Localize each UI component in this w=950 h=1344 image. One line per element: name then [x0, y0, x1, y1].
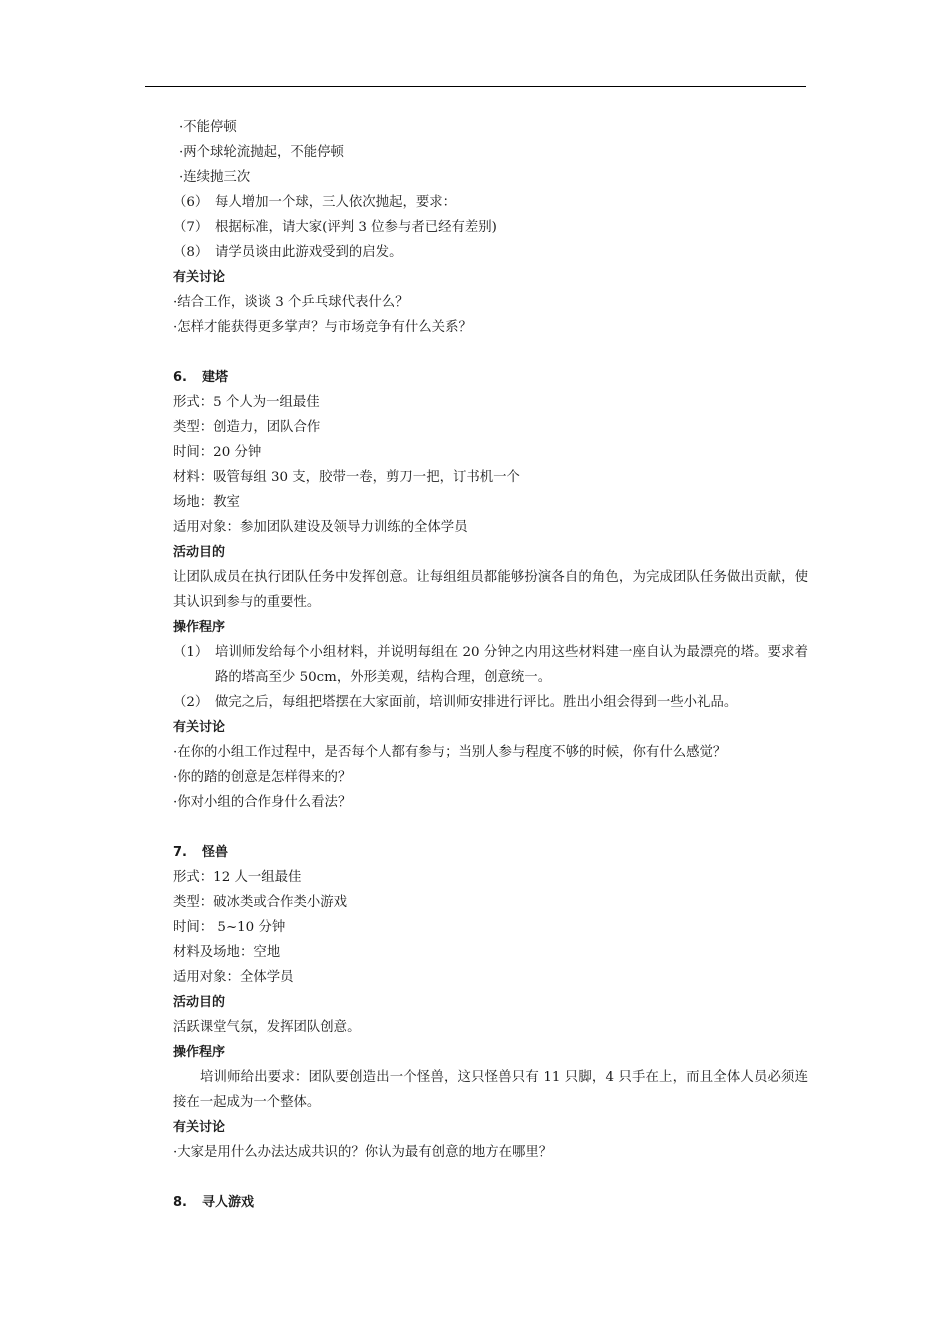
- section-heading-8: [173, 1190, 808, 1215]
- discussion-item: ·怎样才能获得更多掌声？与市场竞争有什么关系？: [173, 320, 472, 335]
- discussion-heading: 有关讨论: [173, 1120, 226, 1135]
- step-text: 每人增加一个球，三人依次抛起，要求：: [215, 195, 457, 210]
- info-line: 适用对象：全体学员: [173, 970, 294, 985]
- purpose-heading: 活动目的: [173, 545, 226, 560]
- step-text: 培训师发给每个小组材料，并说明每组在 20 分钟之内用这些材料建一座自认为最漂亮的塔。要求着路的塔高至少 50cm，外形美观，结构合理，创意统一。: [215, 645, 808, 685]
- discussion-item: ·你对小组的合作身什么看法？: [173, 795, 352, 810]
- section-heading-6: [173, 365, 808, 390]
- header-rule: [145, 86, 806, 87]
- step-number: （8）: [173, 245, 209, 260]
- procedure-item: [173, 640, 808, 690]
- info-line: 材料：吸管每组 30 支，胶带一卷，剪刀一把，订书机一个: [173, 470, 520, 485]
- info-line: 形式：12 人一组最佳: [173, 870, 302, 885]
- procedure-item: [173, 690, 808, 715]
- discussion-item: ·在你的小组工作过程中，是否每个人都有参与；当别人参与程度不够的时候，你有什么感觉？: [173, 745, 727, 760]
- section-title: 建塔: [202, 370, 229, 385]
- bullet-item: ·不能停顿: [179, 120, 237, 135]
- purpose-text: 让团队成员在执行团队任务中发挥创意。让每组组员都能够扮演各自的角色，为完成团队任务做出贡献，使其认识到参与的重要性。: [173, 570, 808, 610]
- purpose-heading: 活动目的: [173, 995, 226, 1010]
- info-line: 适用对象：参加团队建设及领导力训练的全体学员: [173, 520, 468, 535]
- bullet-item: ·连续抛三次: [179, 170, 251, 185]
- step-number: （2）: [173, 695, 209, 710]
- step-number: （1）: [173, 645, 209, 660]
- discussion-item: ·大家是用什么办法达成共识的？你认为最有创意的地方在哪里？: [173, 1145, 553, 1160]
- step-number: （7）: [173, 220, 209, 235]
- step-text: 根据标准，请大家(评判 3 位参与者已经有差别): [215, 220, 497, 235]
- info-line: 材料及场地：空地: [173, 945, 281, 960]
- step-text: 做完之后，每组把塔摆在大家面前，培训师安排进行评比。胜出小组会得到一些小礼品。: [215, 695, 738, 710]
- section-number: 6.: [173, 370, 187, 385]
- discussion-heading: 有关讨论: [173, 270, 226, 285]
- purpose-text: 活跃课堂气氛，发挥团队创意。: [173, 1020, 361, 1035]
- info-line: 形式：5 个人为一组最佳: [173, 395, 320, 410]
- procedure-text: 培训师给出要求：团队要创造出一个怪兽，这只怪兽只有 11 只脚，4 只手在上，而且全体人员必须连接在一起成为一个整体。: [173, 1070, 808, 1110]
- section-title: 寻人游戏: [202, 1195, 255, 1210]
- info-line: 时间：20 分钟: [173, 445, 262, 460]
- discussion-heading: 有关讨论: [173, 720, 226, 735]
- info-line: 时间： 5~10 分钟: [173, 920, 286, 935]
- section-heading-7: [173, 840, 808, 865]
- step-text: 请学员谈由此游戏受到的启发。: [215, 245, 403, 260]
- bullet-item: ·两个球轮流抛起，不能停顿: [179, 145, 344, 160]
- info-line: 类型：创造力，团队合作: [173, 420, 321, 435]
- procedure-heading: 操作程序: [173, 1045, 226, 1060]
- info-line: 类型：破冰类或合作类小游戏: [173, 895, 348, 910]
- step-item: [173, 215, 808, 240]
- section-number: 7.: [173, 845, 187, 860]
- document-body: [173, 115, 808, 1215]
- section-title: 怪兽: [202, 845, 229, 860]
- step-item: [173, 190, 808, 215]
- section-number: 8.: [173, 1195, 187, 1210]
- step-item: [173, 240, 808, 265]
- discussion-item: ·你的踏的创意是怎样得来的？: [173, 770, 352, 785]
- discussion-item: ·结合工作，谈谈 3 个乒乓球代表什么？: [173, 295, 409, 310]
- procedure-heading: 操作程序: [173, 620, 226, 635]
- step-number: （6）: [173, 195, 209, 210]
- info-line: 场地：教室: [173, 495, 240, 510]
